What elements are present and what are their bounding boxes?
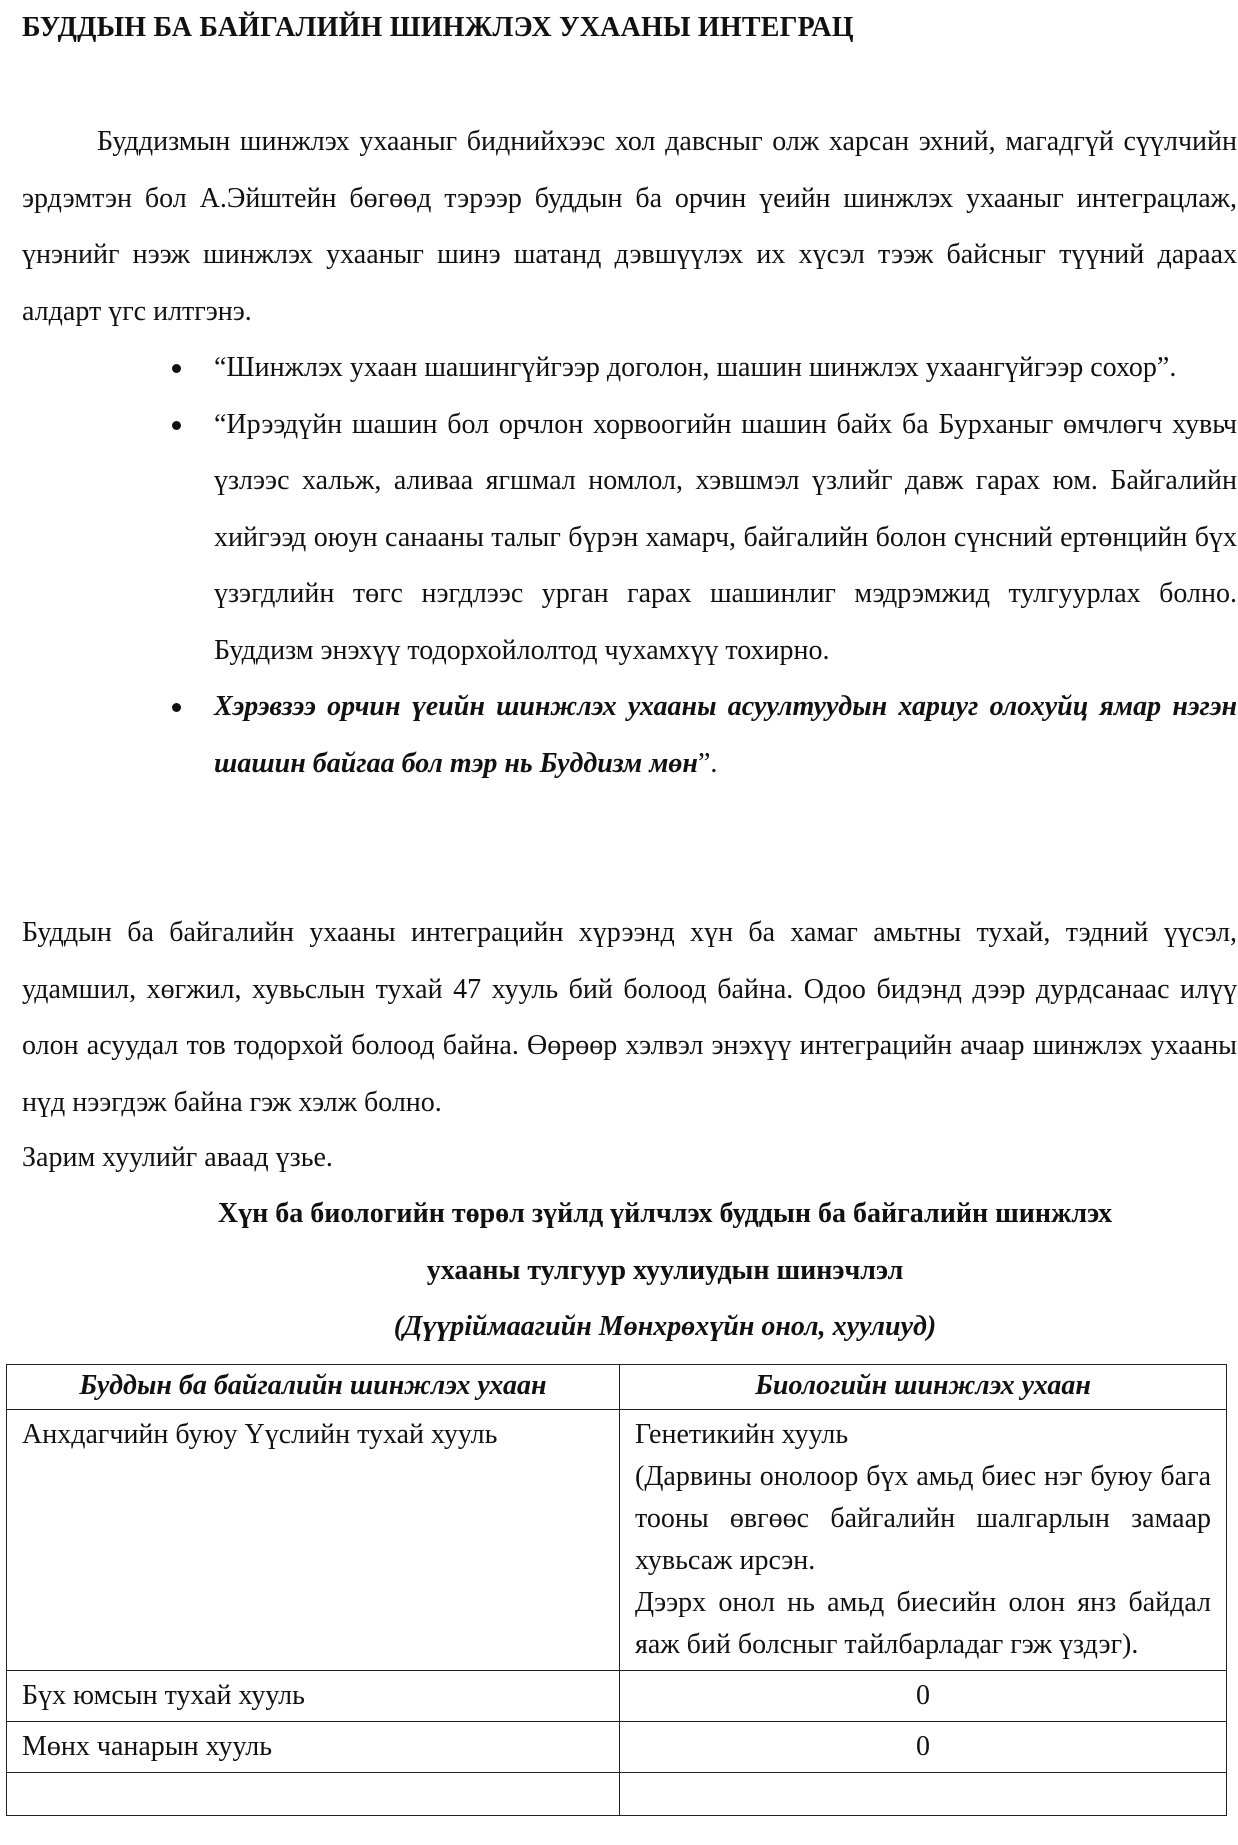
quote-item [172, 679, 1237, 792]
column-header: Биологийн шинжлэх ухаан [620, 1365, 1227, 1410]
cell-text: Дээрх онол нь амьд биесийн олон янз байдал яаж бий болсныг тайлбарладаг гэж үздэг). [635, 1587, 1211, 1660]
table-caption-line: Хүн ба биологийн төрөл зүйлд үйлчлэх буддын ба байгалийн шинжлэх [217, 1198, 1113, 1229]
quote-item [172, 397, 1237, 680]
quote-list [172, 340, 1237, 792]
table-cell: 0 [620, 1722, 1227, 1773]
table-row [7, 1722, 1227, 1773]
table-cell: 0 [620, 1671, 1227, 1722]
table-cell: Анхдагчийн буюу Үүслийн тухай хууль [7, 1410, 620, 1671]
document-title: БУДДЫН БА БАЙГАЛИЙН ШИНЖЛЭХ УХААНЫ ИНТЕГРАЦ [22, 12, 854, 43]
table-cell [620, 1410, 1227, 1671]
quote-closing: ”. [697, 747, 718, 779]
quote-emphasis: Хэрэвзээ орчин үеийн шинжлэх ухааны асуултуудын хариуг олохуйц ямар нэгэн шашин байгаа бол тэр нь Буддизм мөн [214, 691, 1237, 779]
quote-text: “Ирээдүйн шашин бол орчлон хорвоогийн шашин байх ба Бурханыг өмчлөгч хувьч үзлээс хальж, аливаа ягшмал номлол, хэвшмэл үзлийг давж гарах юм. Байгалийн хийгээд оюун санааны талыг бүрэн хамарч, байгалийн болон сүнсний ертөнцийн бүх үзэгдлийн төгс нэгдлээс урган гарах шашинлиг мэдрэмжид тулгуурлах болно. Буддизм энэхүү тодорхойлолтод чухамхүү тохирно. [214, 408, 1237, 666]
table-caption-source: (Дүүрiймаагийн Мөнхрөхүйн онол, хуулиуд) [393, 1311, 937, 1342]
table-row [7, 1671, 1227, 1722]
table-cell: Мөнх чанарын хууль [7, 1722, 620, 1773]
summary-paragraph: Буддын ба байгалийн ухааны интеграцийн хүрээнд хүн ба хамаг амьтны тухай, тэдний үүсэл, удамшил, хөгжил, хувьслын тухай 47 хууль бий болоод байна. Одоо бидэнд дээр дурдсанаас илүү олон асуудал тов тодорхой болоод байна. Өөрөөр хэлвэл энэхүү интеграцийн ачаар шинжлэх ухааны нүд нээгдэж байна гэж хэлж болно. [22, 917, 1237, 1118]
bullet-icon [172, 364, 181, 373]
bullet-icon [172, 421, 181, 430]
table-cell [620, 1773, 1227, 1816]
table-header-row [7, 1365, 1227, 1410]
table-row [7, 1410, 1227, 1671]
quote-item [172, 340, 1237, 397]
laws-comparison-table [6, 1364, 1227, 1816]
cell-text: (Дарвины онолоор бүх амьд биес нэг буюу бага тооны өвгөөс байгалийн шалгарлын замаар хувьсаж ирсэн. [635, 1461, 1211, 1576]
table-cell [7, 1773, 620, 1816]
lead-in-text: Зарим хуулийг аваад үзье. [22, 1142, 333, 1173]
table-caption-line: ухааны тулгуур хуулиудын шинэчлэл [426, 1254, 904, 1286]
quote-text: “Шинжлэх ухаан шашингүйгээр доголон, шашин шинжлэх ухаангүйгээр сохор”. [214, 352, 1177, 383]
cell-title: Генетикийн хууль [635, 1419, 849, 1450]
intro-paragraph: Буддизмын шинжлэх ухааныг биднийхээс хол давсныг олж харсан эхний, магадгүй сүүлчийн эрдэмтэн бол А.Эйштейн бөгөөд тэрээр буддын ба орчин үеийн шинжлэх ухааныг интеграцлаж, үнэнийг нээж шинжлэх ухааныг шинэ шатанд дэвшүүлэх их хүсэл тээж байсныг түүний дараах алдарт үгс илтгэнэ. [22, 126, 1237, 327]
table-cell: Бүх юмсын тухай хууль [7, 1671, 620, 1722]
column-header: Буддын ба байгалийн шинжлэх ухаан [7, 1365, 620, 1410]
table-caption [140, 1186, 1190, 1356]
bullet-icon [172, 703, 181, 712]
table-row [7, 1773, 1227, 1816]
